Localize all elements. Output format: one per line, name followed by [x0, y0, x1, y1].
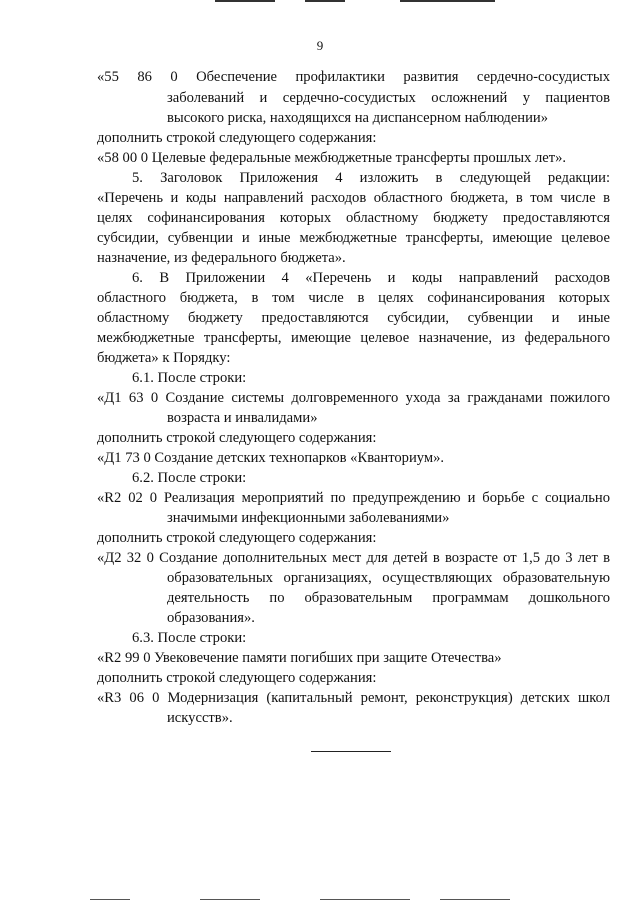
text-line: «Д1 73 0 Создание детских технопарков «Кванториум». [97, 450, 445, 466]
text-line: искусств». [167, 710, 233, 726]
text-line: назначение, из федерального бюджета». [97, 250, 346, 266]
text-line: областному бюджету предоставляются субсидии, субвенции и иные [97, 310, 610, 326]
text-line: межбюджетные трансферты, имеющие целевое назначение, из федерального [97, 330, 610, 346]
text-line: 6.2. После строки: [132, 470, 247, 486]
text-line: «Д1 63 0 Создание системы долговременного ухода за гражданами пожилого [97, 390, 610, 406]
text-line: бюджета» к Порядку: [97, 350, 231, 366]
text-line: возраста и инвалидами» [167, 410, 318, 426]
closing-rule [311, 751, 391, 752]
text-line: деятельность по образовательным программам дошкольного [167, 590, 610, 606]
text-line: областного бюджета, в том числе в целях софинансирования которых [97, 290, 610, 306]
text-line: целях софинансирования которых областному бюджету предоставляются [97, 210, 610, 226]
text-line: «Перечень и коды направлений расходов областного бюджета, в том числе в [97, 190, 610, 206]
text-line: дополнить строкой следующего содержания: [97, 430, 377, 446]
text-line: дополнить строкой следующего содержания: [97, 530, 377, 546]
text-line: заболеваний и сердечно-сосудистых осложнений у пациентов [167, 90, 610, 106]
text-line: «R3 06 0 Модернизация (капитальный ремонт, реконструкция) детских школ [97, 690, 610, 706]
text-line: субсидии, субвенции и иные межбюджетные трансферты, имеющие целевое [97, 230, 610, 246]
text-line: 6.1. После строки: [132, 370, 247, 386]
text-line: значимыми инфекционными заболеваниями» [167, 510, 450, 526]
text-line: «R2 99 0 Увековечение памяти погибших при защите Отечества» [97, 650, 502, 666]
text-line: 5. Заголовок Приложения 4 изложить в следующей редакции: [132, 170, 610, 186]
page-number: 9 [316, 38, 324, 53]
text-line: «Д2 32 0 Создание дополнительных мест для детей в возрасте от 1,5 до 3 лет в [97, 550, 610, 566]
text-line: дополнить строкой следующего содержания: [97, 130, 377, 146]
text-line: высокого риска, находящихся на диспансерном наблюдении» [167, 110, 549, 126]
text-line: образовательных организациях, осуществляющих образовательную [167, 570, 610, 586]
text-line: образования». [167, 610, 255, 626]
text-line: 6.3. После строки: [132, 630, 247, 646]
scan-artifact-bottom [90, 899, 510, 902]
text-line: 6. В Приложении 4 «Перечень и коды направлений расходов [132, 270, 610, 286]
text-line: дополнить строкой следующего содержания: [97, 670, 377, 686]
scan-artifact-top [215, 0, 495, 3]
text-line: «55 86 0 Обеспечение профилактики развития сердечно-сосудистых [97, 69, 610, 85]
text-line: «R2 02 0 Реализация мероприятий по предупреждению и борьбе с социально [97, 490, 610, 506]
text-line: «58 00 0 Целевые федеральные межбюджетные трансферты прошлых лет». [97, 150, 567, 166]
